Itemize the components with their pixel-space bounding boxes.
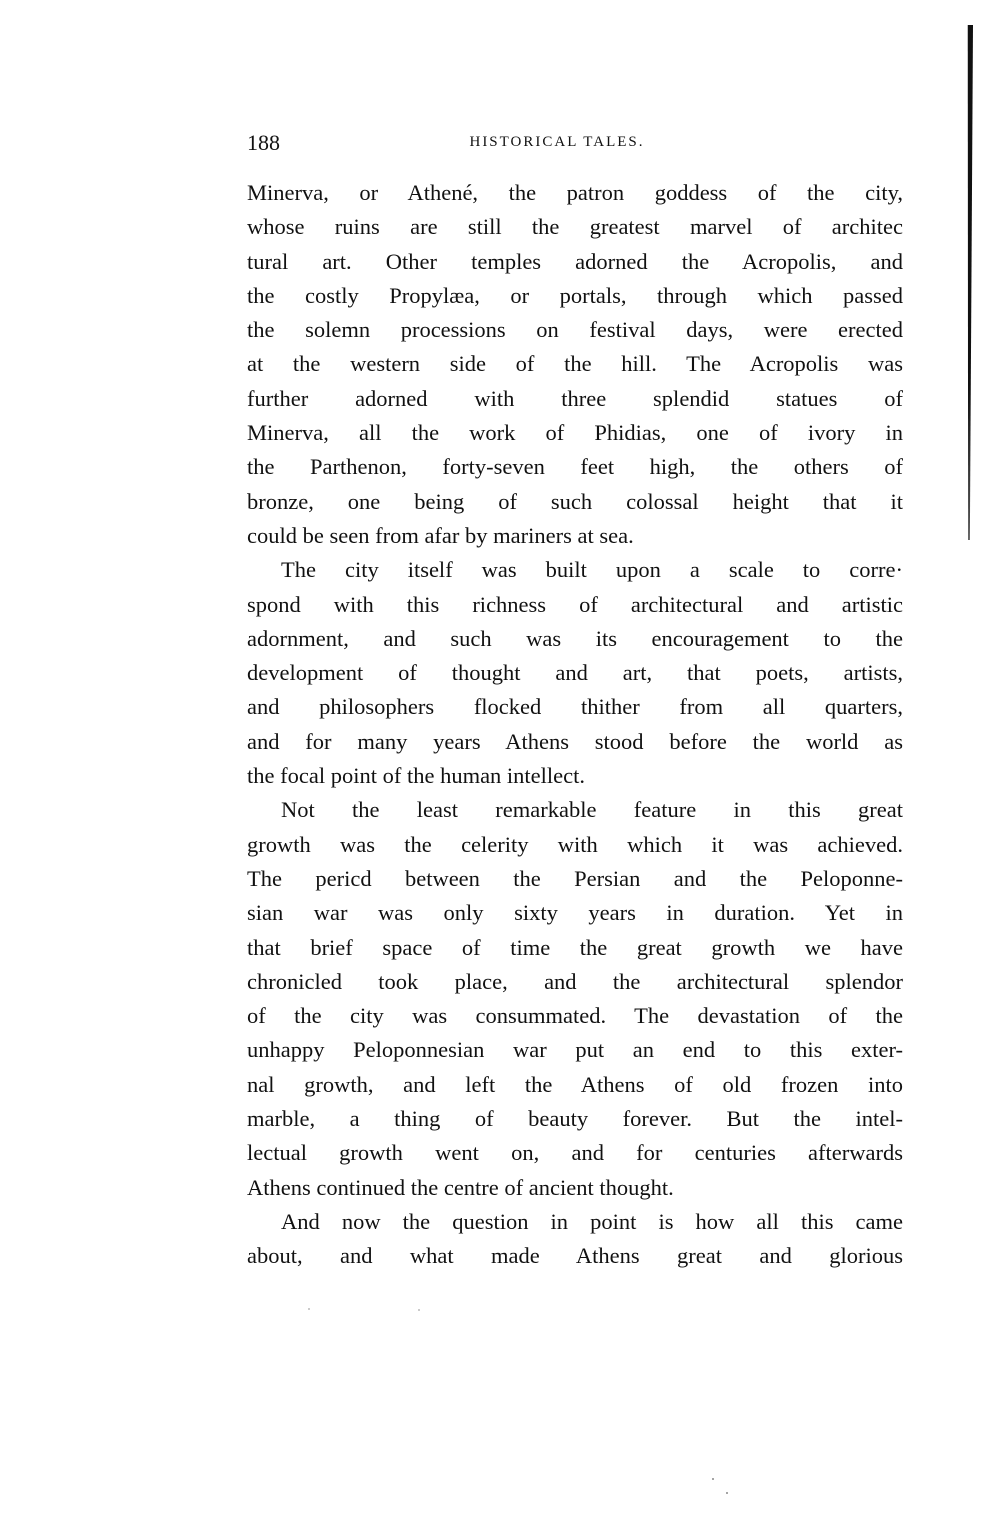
text-line: lectual growth went on, and for centuries afterwards	[247, 1140, 903, 1166]
page-header	[247, 130, 907, 160]
text-line: and for many years Athens stood before the world as	[247, 728, 903, 754]
text-line: The pericd between the Persian and the Peloponne-	[247, 865, 903, 891]
text-line: about, and what made Athens great and glorious	[247, 1243, 903, 1269]
text-line: at the western side of the hill. The Acropolis was	[247, 351, 903, 377]
text-line: sian war was only sixty years in duration. Yet in	[247, 900, 903, 926]
running-head: HISTORICAL TALES.	[469, 134, 645, 150]
text-line: Not the least remarkable feature in this great	[281, 797, 903, 823]
text-line: spond with this richness of architectural and artistic	[247, 591, 903, 617]
text-line: development of thought and art, that poets, artists,	[247, 660, 903, 686]
scan-speck	[712, 1478, 714, 1480]
text-line: Minerva, all the work of Phidias, one of ivory in	[247, 420, 903, 446]
text-line: further adorned with three splendid statues of	[247, 385, 903, 411]
text-line: nal growth, and left the Athens of old frozen into	[247, 1071, 903, 1097]
text-line: of the city was consummated. The devastation of the	[247, 1003, 903, 1029]
text-line: bronze, one being of such colossal height that it	[247, 488, 903, 514]
paragraph	[247, 793, 903, 1205]
page-edge-binding-line	[966, 25, 973, 540]
text-line: growth was the celerity with which it was achieved.	[247, 831, 903, 857]
scan-speck	[418, 1309, 420, 1311]
text-line: The city itself was built upon a scale to corre·	[281, 557, 903, 583]
text-line: that brief space of time the great growth we have	[247, 934, 903, 960]
text-line: adornment, and such was its encouragement to the	[247, 625, 903, 651]
text-line: could be seen from afar by mariners at sea.	[247, 522, 634, 548]
text-line: and philosophers flocked thither from all quarters,	[247, 694, 903, 720]
text-line: Athens continued the centre of ancient thought.	[247, 1174, 674, 1200]
paragraph	[247, 1205, 903, 1274]
text-line: Minerva, or Athené, the patron goddess of the city,	[247, 180, 903, 205]
text-line: the focal point of the human intellect.	[247, 763, 586, 789]
text-line: tural art. Other temples adorned the Acropolis, and	[247, 248, 903, 274]
paragraph	[247, 176, 903, 553]
text-line: marble, a thing of beauty forever. But the intel-	[247, 1106, 903, 1132]
text-line: the costly Propylæa, or portals, through which passed	[247, 282, 903, 308]
text-line: chronicled took place, and the architectural splendor	[247, 968, 903, 994]
paragraph	[247, 553, 903, 793]
text-line: unhappy Peloponnesian war put an end to this exter-	[247, 1037, 903, 1063]
scan-speck	[726, 1492, 728, 1494]
scan-speck	[308, 1308, 310, 1310]
text-line: whose ruins are still the greatest marvel of architec	[247, 214, 903, 240]
text-line: the solemn processions on festival days, were erected	[247, 317, 903, 343]
text-line: the Parthenon, forty-seven feet high, the others of	[247, 454, 903, 480]
body-text	[247, 176, 903, 1274]
page-number: 188	[247, 130, 280, 155]
text-line: And now the question in point is how all this came	[281, 1208, 903, 1234]
